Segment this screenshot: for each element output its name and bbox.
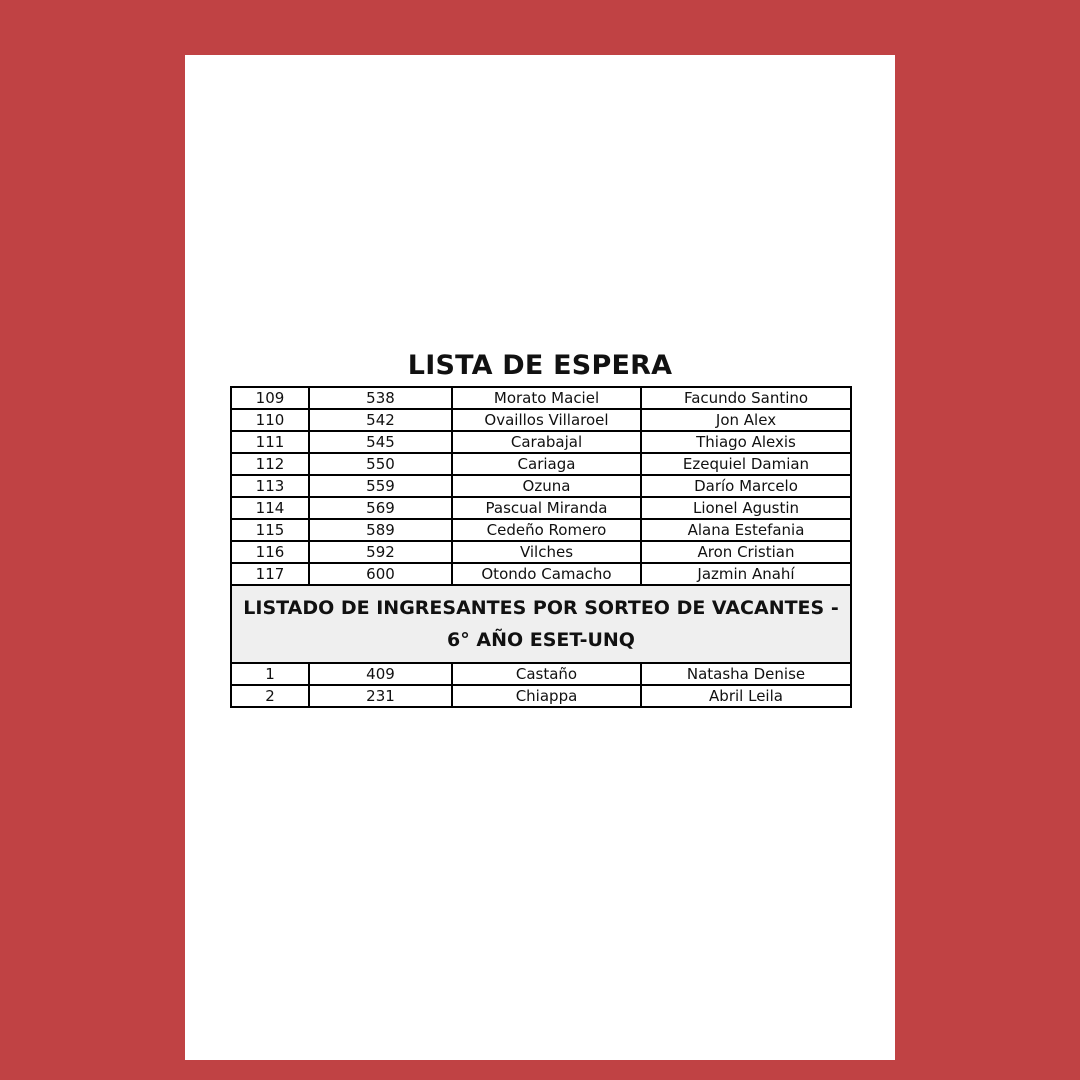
surname-cell: Otondo Camacho	[452, 563, 641, 585]
order-cell: 1	[231, 663, 309, 685]
surname-cell: Ovaillos Villaroel	[452, 409, 641, 431]
table-row	[231, 431, 851, 453]
number-cell: 600	[309, 563, 452, 585]
order-cell: 111	[231, 431, 309, 453]
number-cell: 550	[309, 453, 452, 475]
order-cell: 109	[231, 387, 309, 409]
surname-cell: Ozuna	[452, 475, 641, 497]
section-heading: LISTADO DE INGRESANTES POR SORTEO DE VACANTES - 6° AÑO ESET-UNQ	[231, 585, 851, 663]
given-name-cell: Darío Marcelo	[641, 475, 851, 497]
number-cell: 545	[309, 431, 452, 453]
table-row	[231, 387, 851, 409]
table-row	[231, 563, 851, 585]
surname-cell: Cedeño Romero	[452, 519, 641, 541]
given-name-cell: Alana Estefania	[641, 519, 851, 541]
table-body	[231, 387, 851, 707]
number-cell: 592	[309, 541, 452, 563]
order-cell: 117	[231, 563, 309, 585]
given-name-cell: Lionel Agustin	[641, 497, 851, 519]
order-cell: 112	[231, 453, 309, 475]
surname-cell: Castaño	[452, 663, 641, 685]
order-cell: 116	[231, 541, 309, 563]
surname-cell: Pascual Miranda	[452, 497, 641, 519]
section-heading-row	[231, 585, 851, 663]
table-row	[231, 685, 851, 707]
surname-cell: Morato Maciel	[452, 387, 641, 409]
order-cell: 114	[231, 497, 309, 519]
table-row	[231, 409, 851, 431]
table-row	[231, 663, 851, 685]
number-cell: 559	[309, 475, 452, 497]
table-row	[231, 519, 851, 541]
surname-cell: Carabajal	[452, 431, 641, 453]
surname-cell: Chiappa	[452, 685, 641, 707]
document-title: LISTA DE ESPERA	[407, 350, 673, 381]
order-cell: 2	[231, 685, 309, 707]
number-cell: 569	[309, 497, 452, 519]
table-row	[231, 475, 851, 497]
number-cell: 231	[309, 685, 452, 707]
given-name-cell: Facundo Santino	[641, 387, 851, 409]
order-cell: 115	[231, 519, 309, 541]
surname-cell: Vilches	[452, 541, 641, 563]
order-cell: 113	[231, 475, 309, 497]
table-row	[231, 497, 851, 519]
number-cell: 589	[309, 519, 452, 541]
number-cell: 542	[309, 409, 452, 431]
given-name-cell: Thiago Alexis	[641, 431, 851, 453]
given-name-cell: Jon Alex	[641, 409, 851, 431]
surname-cell: Cariaga	[452, 453, 641, 475]
given-name-cell: Natasha Denise	[641, 663, 851, 685]
table-row	[231, 453, 851, 475]
given-name-cell: Aron Cristian	[641, 541, 851, 563]
given-name-cell: Jazmin Anahí	[641, 563, 851, 585]
given-name-cell: Ezequiel Damian	[641, 453, 851, 475]
order-cell: 110	[231, 409, 309, 431]
table-row	[231, 541, 851, 563]
number-cell: 409	[309, 663, 452, 685]
number-cell: 538	[309, 387, 452, 409]
given-name-cell: Abril Leila	[641, 685, 851, 707]
waiting-list-table	[230, 386, 852, 708]
